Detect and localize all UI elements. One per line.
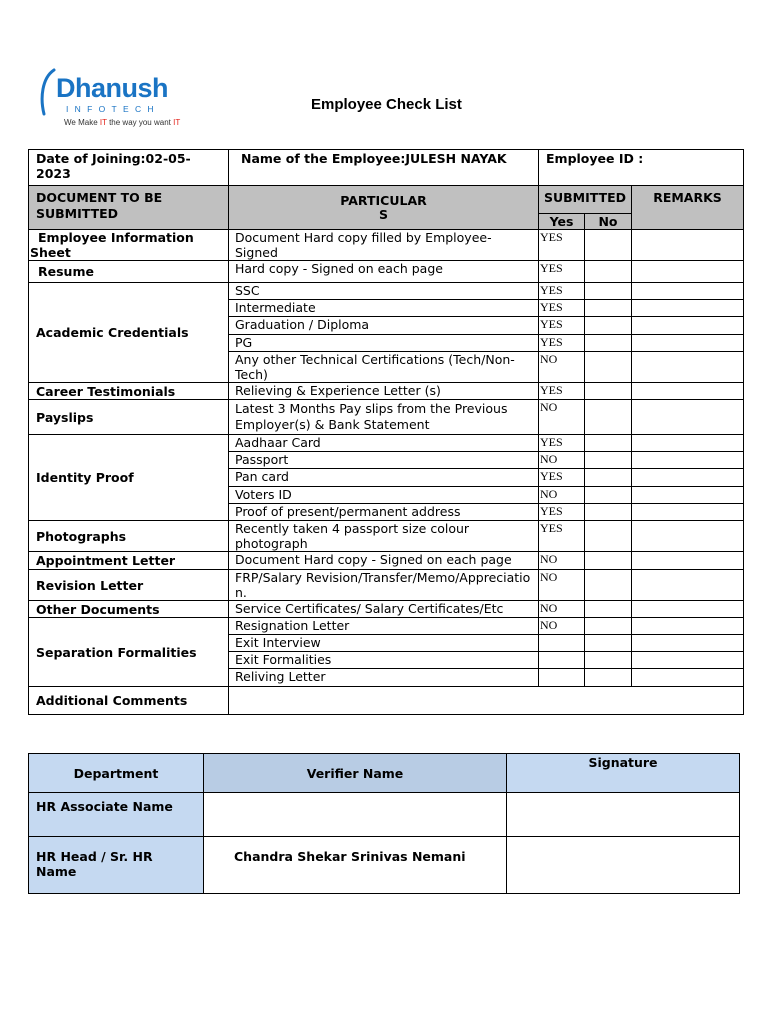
section-label: Resume <box>29 261 229 283</box>
particular-cell: Reliving Letter <box>229 669 539 687</box>
remarks-cell[interactable] <box>632 317 744 335</box>
remarks-cell[interactable] <box>632 435 744 452</box>
particular-cell: Pan card <box>229 469 539 487</box>
hr-head-signature[interactable] <box>507 837 740 894</box>
particular-cell: Document Hard copy - Signed on each page <box>229 552 539 570</box>
logo-subtitle: INFOTECH <box>66 104 160 114</box>
status-cell <box>539 652 585 669</box>
company-logo <box>38 62 198 132</box>
status-cell: NO <box>539 452 585 469</box>
section-label: Photographs <box>29 521 229 552</box>
col-particulars: PARTICULAR S <box>229 186 539 230</box>
remarks-cell[interactable] <box>632 601 744 618</box>
no-cell[interactable] <box>585 635 632 652</box>
page-title: Employee Check List <box>311 96 462 113</box>
particular-cell: Exit Formalities <box>229 652 539 669</box>
status-cell <box>539 669 585 687</box>
table-row <box>29 552 744 570</box>
no-cell[interactable] <box>585 570 632 601</box>
status-cell: YES <box>539 230 585 261</box>
particular-cell: SSC <box>229 283 539 300</box>
remarks-cell[interactable] <box>632 635 744 652</box>
no-cell[interactable] <box>585 669 632 687</box>
section-label: Academic Credentials <box>29 283 229 383</box>
hr-associate-signature[interactable] <box>507 793 740 837</box>
table-row <box>29 230 744 261</box>
remarks-cell[interactable] <box>632 469 744 487</box>
particular-cell: Latest 3 Months Pay slips from the Previous Employer(s) & Bank Statement <box>229 400 539 435</box>
particular-cell: Hard copy - Signed on each page <box>229 261 539 283</box>
remarks-cell[interactable] <box>632 335 744 352</box>
department-header: Department <box>29 754 204 793</box>
logo-brand: Dhanush <box>56 73 169 103</box>
status-cell: YES <box>539 469 585 487</box>
table-row <box>29 570 744 601</box>
additional-comments-row <box>29 687 744 715</box>
section-label: Additional Comments <box>29 687 229 715</box>
status-cell: YES <box>539 521 585 552</box>
section-label: Career Testimonials <box>29 383 229 400</box>
no-cell[interactable] <box>585 601 632 618</box>
status-cell: YES <box>539 504 585 521</box>
col-document: DOCUMENT TO BE SUBMITTED <box>29 186 229 230</box>
status-cell: NO <box>539 570 585 601</box>
remarks-cell[interactable] <box>632 283 744 300</box>
employee-id: Employee ID : <box>539 150 744 186</box>
col-yes: Yes <box>539 214 585 230</box>
no-cell[interactable] <box>585 283 632 300</box>
no-cell[interactable] <box>585 504 632 521</box>
status-cell: YES <box>539 435 585 452</box>
status-cell: NO <box>539 487 585 504</box>
remarks-cell[interactable] <box>632 400 744 435</box>
hr-associate-name[interactable] <box>204 793 507 837</box>
remarks-cell[interactable] <box>632 652 744 669</box>
status-cell: YES <box>539 335 585 352</box>
hr-head-name[interactable]: Chandra Shekar Srinivas Nemani <box>204 837 507 894</box>
remarks-cell[interactable] <box>632 230 744 261</box>
hr-head-row <box>29 837 740 894</box>
particular-cell: FRP/Salary Revision/Transfer/Memo/Appreciation. <box>229 570 539 601</box>
no-cell[interactable] <box>585 383 632 400</box>
additional-comments-field[interactable] <box>229 687 744 715</box>
section-label: Identity Proof <box>29 435 229 521</box>
particular-cell: Relieving & Experience Letter (s) <box>229 383 539 400</box>
table-row <box>29 618 744 635</box>
no-cell[interactable] <box>585 317 632 335</box>
status-cell: YES <box>539 261 585 283</box>
section-label: Appointment Letter <box>29 552 229 570</box>
verifier-header: Verifier Name <box>204 754 507 793</box>
table-row <box>29 601 744 618</box>
remarks-cell[interactable] <box>632 669 744 687</box>
remarks-cell[interactable] <box>632 487 744 504</box>
particular-cell: Intermediate <box>229 300 539 317</box>
remarks-cell[interactable] <box>632 300 744 317</box>
remarks-cell[interactable] <box>632 618 744 635</box>
particular-cell: PG <box>229 335 539 352</box>
date-of-joining: Date of Joining:02-05-2023 <box>29 150 229 186</box>
remarks-cell[interactable] <box>632 261 744 283</box>
no-cell[interactable] <box>585 352 632 383</box>
no-cell[interactable] <box>585 335 632 352</box>
column-header-row <box>29 186 744 214</box>
status-cell: YES <box>539 300 585 317</box>
section-label: Payslips <box>29 400 229 435</box>
table-row <box>29 400 744 435</box>
particular-cell: Aadhaar Card <box>229 435 539 452</box>
status-cell <box>539 635 585 652</box>
logo-swoosh-icon <box>38 68 58 118</box>
particular-cell: Exit Interview <box>229 635 539 652</box>
particular-cell: Graduation / Diploma <box>229 317 539 335</box>
no-cell[interactable] <box>585 487 632 504</box>
logo-tagline: We Make IT the way you want IT <box>64 118 181 127</box>
hr-head-label: HR Head / Sr. HR Name <box>29 837 204 894</box>
particular-cell: Voters ID <box>229 487 539 504</box>
header-info-row <box>29 150 744 186</box>
remarks-cell[interactable] <box>632 552 744 570</box>
table-row <box>29 521 744 552</box>
remarks-cell[interactable] <box>632 452 744 469</box>
particular-cell: Document Hard copy filled by Employee-Signed <box>229 230 539 261</box>
status-cell: YES <box>539 283 585 300</box>
table-row <box>29 261 744 283</box>
status-cell: NO <box>539 618 585 635</box>
no-cell[interactable] <box>585 469 632 487</box>
hr-associate-row <box>29 793 740 837</box>
no-cell[interactable] <box>585 300 632 317</box>
remarks-cell[interactable] <box>632 352 744 383</box>
verification-table <box>28 753 740 894</box>
col-remarks: REMARKS <box>632 186 744 230</box>
col-no: No <box>585 214 632 230</box>
col-submitted: SUBMITTED <box>539 186 632 214</box>
no-cell[interactable] <box>585 521 632 552</box>
employee-name: Name of the Employee:JULESH NAYAK <box>229 150 539 186</box>
no-cell[interactable] <box>585 618 632 635</box>
table-row <box>29 435 744 452</box>
remarks-cell[interactable] <box>632 570 744 601</box>
status-cell: YES <box>539 383 585 400</box>
section-label: Revision Letter <box>29 570 229 601</box>
status-cell: NO <box>539 352 585 383</box>
section-label: Other Documents <box>29 601 229 618</box>
remarks-cell[interactable] <box>632 383 744 400</box>
table-row <box>29 283 744 300</box>
status-cell: NO <box>539 552 585 570</box>
status-cell: NO <box>539 601 585 618</box>
no-cell[interactable] <box>585 552 632 570</box>
no-cell[interactable] <box>585 652 632 669</box>
section-label: Separation Formalities <box>29 618 229 687</box>
particular-cell: Resignation Letter <box>229 618 539 635</box>
hr-associate-label: HR Associate Name <box>29 793 204 837</box>
status-cell: NO <box>539 400 585 435</box>
no-cell[interactable] <box>585 400 632 435</box>
section-label: Employee Information Sheet <box>29 230 229 261</box>
particular-cell: Passport <box>229 452 539 469</box>
checklist-table <box>28 149 744 715</box>
particular-cell: Any other Technical Certifications (Tech/Non-Tech) <box>229 352 539 383</box>
no-cell[interactable] <box>585 230 632 261</box>
signature-header: Signature <box>507 754 740 793</box>
no-cell[interactable] <box>585 435 632 452</box>
verification-header-row <box>29 754 740 793</box>
particular-cell: Service Certificates/ Salary Certificates/Etc <box>229 601 539 618</box>
table-row <box>29 383 744 400</box>
particular-cell: Recently taken 4 passport size colour photograph <box>229 521 539 552</box>
remarks-cell[interactable] <box>632 521 744 552</box>
no-cell[interactable] <box>585 261 632 283</box>
particular-cell: Proof of present/permanent address <box>229 504 539 521</box>
no-cell[interactable] <box>585 452 632 469</box>
remarks-cell[interactable] <box>632 504 744 521</box>
status-cell: YES <box>539 317 585 335</box>
